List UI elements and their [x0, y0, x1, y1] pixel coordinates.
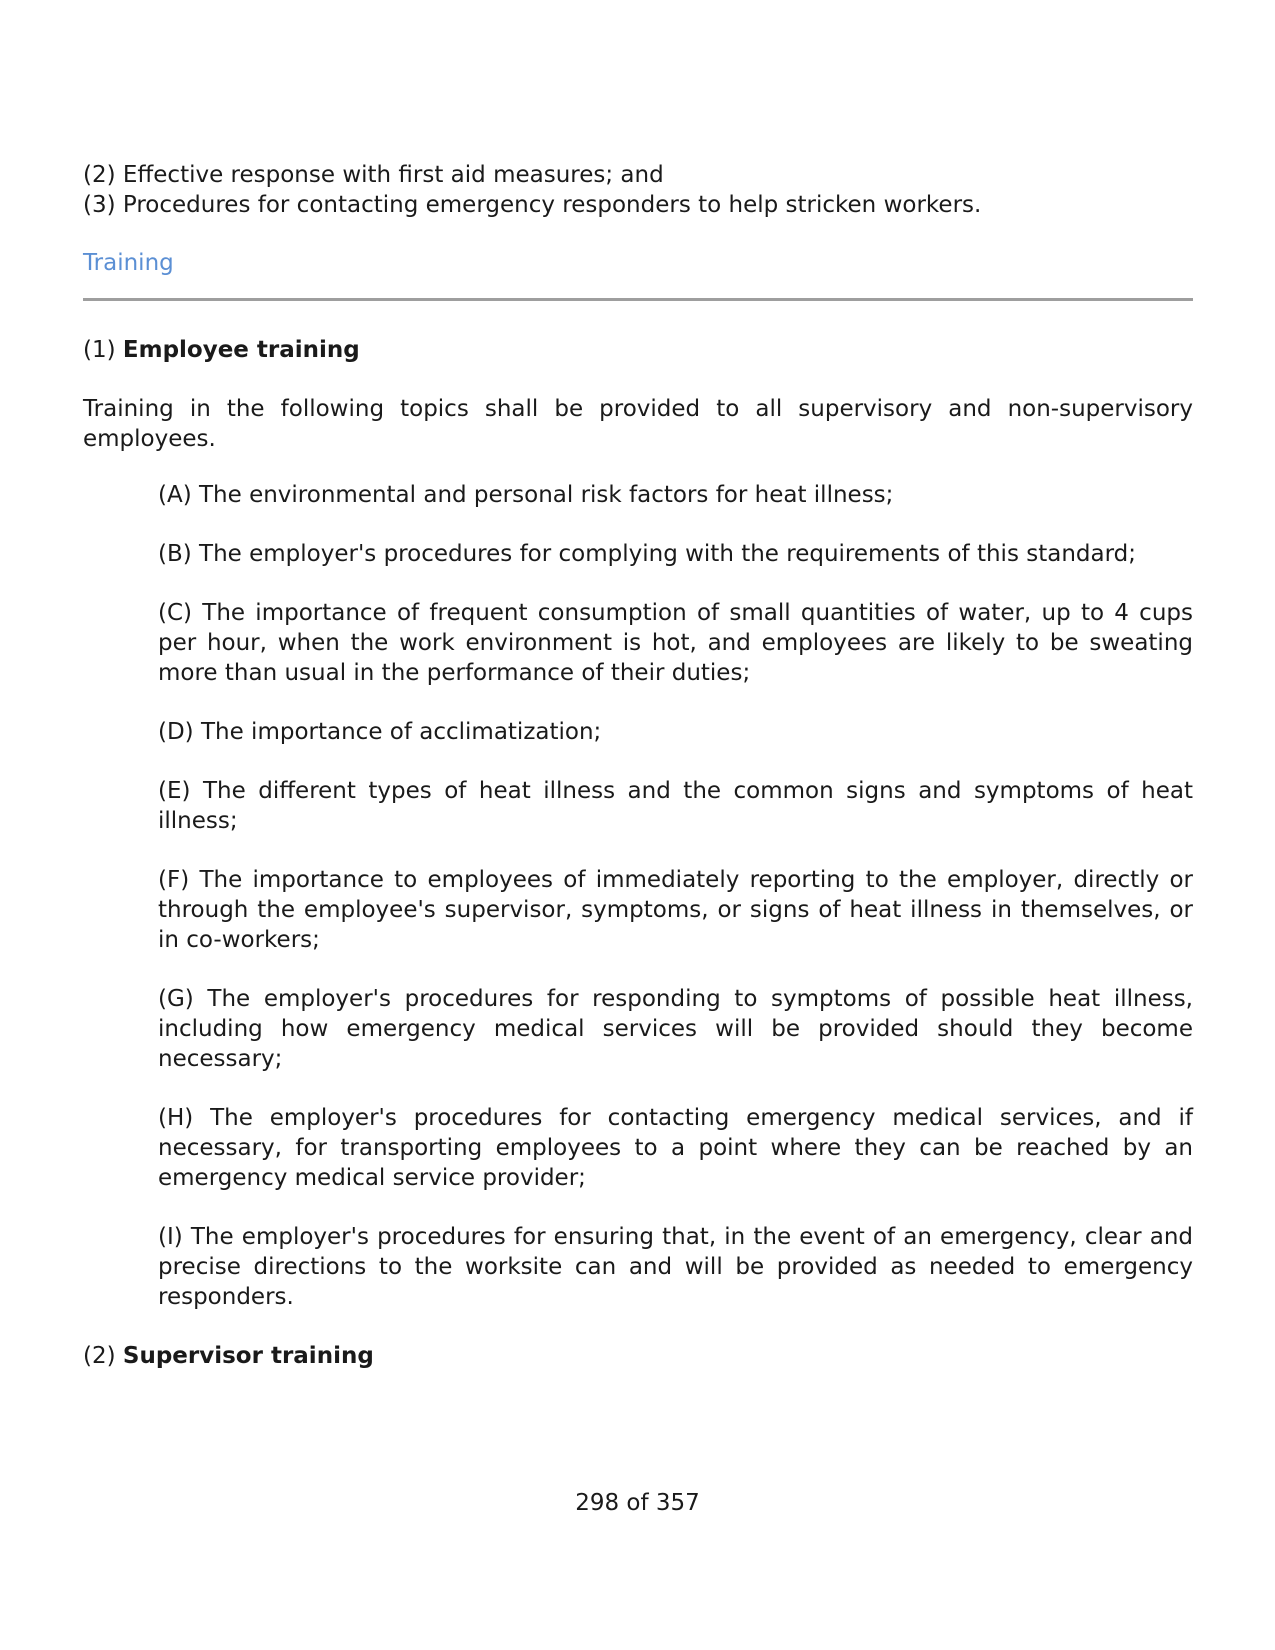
- training-topic-b: (B) The employer's procedures for complying with the requirements of this standard;: [158, 541, 1137, 567]
- training-topic-d: (D) The importance of acclimatization;: [158, 719, 602, 745]
- employee-training-heading: [83, 335, 1193, 365]
- supervisor-training-title: Supervisor training: [122, 1343, 374, 1369]
- section-heading-training: Training: [83, 250, 174, 276]
- page-number: 298 of 357: [575, 1490, 700, 1516]
- training-topic-i: (I) The employer's procedures for ensuring that, in the event of an emergency, clear and precise directions to the worksite can and will be provided as needed to emergency responders.: [158, 1224, 1193, 1310]
- training-topics-list: [158, 480, 1193, 1312]
- employee-training-intro: Training in the following topics shall be provided to all supervisory and non-supervisory employees.: [83, 396, 1193, 452]
- intro-line-2: (2) Effective response with first aid measures; and: [83, 162, 664, 188]
- employee-training-title: Employee training: [122, 337, 360, 363]
- training-topic-a: (A) The environmental and personal risk factors for heat illness;: [158, 482, 894, 508]
- training-topic-h: (H) The employer's procedures for contacting emergency medical services, and if necessary, for transporting employees to a point where they can be reached by an emergency medical service provider;: [158, 1105, 1193, 1191]
- training-topic-g: (G) The employer's procedures for responding to symptoms of possible heat illness, including how emergency medical services will be provided should they become necessary;: [158, 986, 1193, 1072]
- employee-training-number: (1): [83, 337, 123, 363]
- training-topic-c: (C) The importance of frequent consumption of small quantities of water, up to 4 cups per hour, when the work environment is hot, and employees are likely to be sweating more than usual in the performance of their duties;: [158, 600, 1193, 686]
- supervisor-training-heading: [83, 1341, 1193, 1371]
- document-page: [83, 160, 1193, 1371]
- supervisor-training-number: (2): [83, 1343, 123, 1369]
- training-topic-f: (F) The importance to employees of immediately reporting to the employer, directly or through the employee's supervisor, symptoms, or signs of heat illness in themselves, or in co-workers;: [158, 867, 1193, 953]
- intro-line-3: (3) Procedures for contacting emergency responders to help stricken workers.: [83, 192, 982, 218]
- training-topic-e: (E) The different types of heat illness and the common signs and symptoms of heat illness;: [158, 778, 1193, 834]
- section-divider: [83, 298, 1193, 301]
